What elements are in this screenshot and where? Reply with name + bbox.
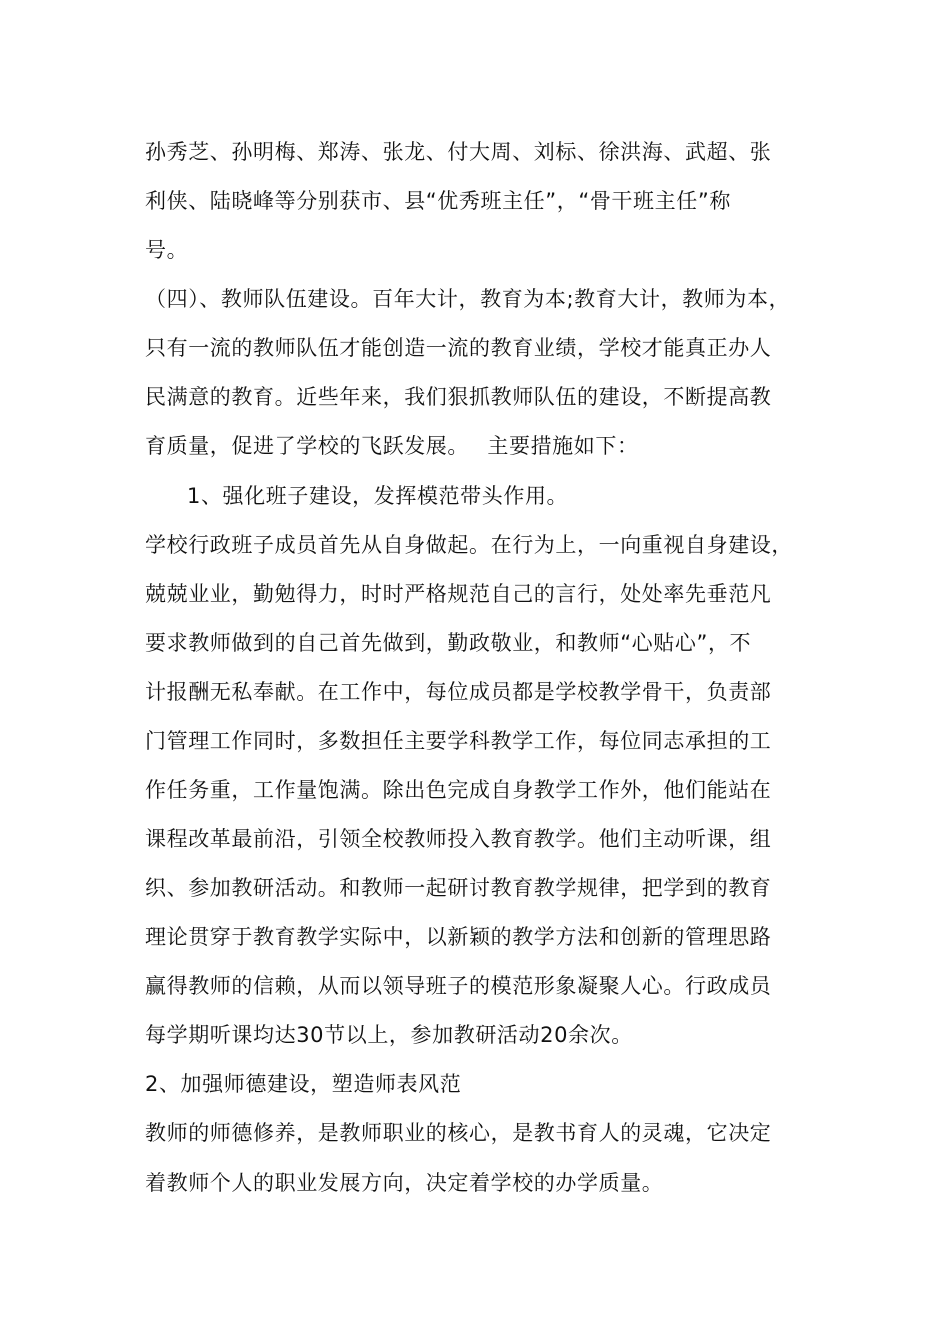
text-line: 每学期听课均达30节以上，参加教研活动20余次。 — [145, 1023, 633, 1047]
text-line: 计报酬无私奉献。在工作中，每位成员都是学校教学骨干，负责部 — [145, 680, 772, 704]
text-line: 理论贯穿于教育教学实际中，以新颖的教学方法和创新的管理思路 — [145, 925, 772, 949]
text-line: 利侠、陆晓峰等分别获市、县“优秀班主任”，“骨干班主任”称 — [145, 189, 731, 213]
text-line: 要求教师做到的自己首先做到，勤政敬业，和教师“心贴心”，不 — [145, 631, 752, 655]
text-line: 民满意的教育。近些年来，我们狠抓教师队伍的建设，不断提高教 — [145, 385, 772, 409]
subheading-2: 2、加强师德建设，塑造师表风范 — [145, 1072, 462, 1096]
section-heading-line: （四）、教师队伍建设。百年大计，教育为本;教育大计，教师为本， — [145, 287, 791, 311]
subheading-1: 1、强化班子建设，发挥模范带头作用。 — [187, 484, 569, 508]
text-line: 只有一流的教师队伍才能创造一流的教育业绩，学校才能真正办人 — [145, 336, 772, 360]
text-line: 门管理工作同时，多数担任主要学科教学工作，每位同志承担的工 — [145, 729, 772, 753]
text-line: 教师的师德修养，是教师职业的核心，是教书育人的灵魂，它决定 — [145, 1121, 772, 1145]
text-line: 号。 — [145, 238, 189, 262]
text-line: 兢兢业业，勤勉得力，时时严格规范自己的言行，处处率先垂范凡 — [145, 582, 772, 606]
text-line: 织、参加教研活动。和教师一起研讨教育教学规律，把学到的教育 — [145, 876, 772, 900]
text-line: 学校行政班子成员首先从自身做起。在行为上，一向重视自身建设， — [145, 533, 793, 557]
text-line: 孙秀芝、孙明梅、郑涛、张龙、付大周、刘标、徐洪海、武超、张 — [145, 140, 772, 164]
text-line: 育质量，促进了学校的飞跃发展。 主要措施如下： — [145, 434, 639, 458]
text-line: 赢得教师的信赖，从而以领导班子的模范形象凝聚人心。行政成员 — [145, 974, 772, 998]
text-line: 课程改革最前沿，引领全校教师投入教育教学。他们主动听课，组 — [145, 827, 772, 851]
text-line: 着教师个人的职业发展方向，决定着学校的办学质量。 — [145, 1171, 664, 1195]
text-line: 作任务重，工作量饱满。除出色完成自身教学工作外，他们能站在 — [145, 778, 772, 802]
